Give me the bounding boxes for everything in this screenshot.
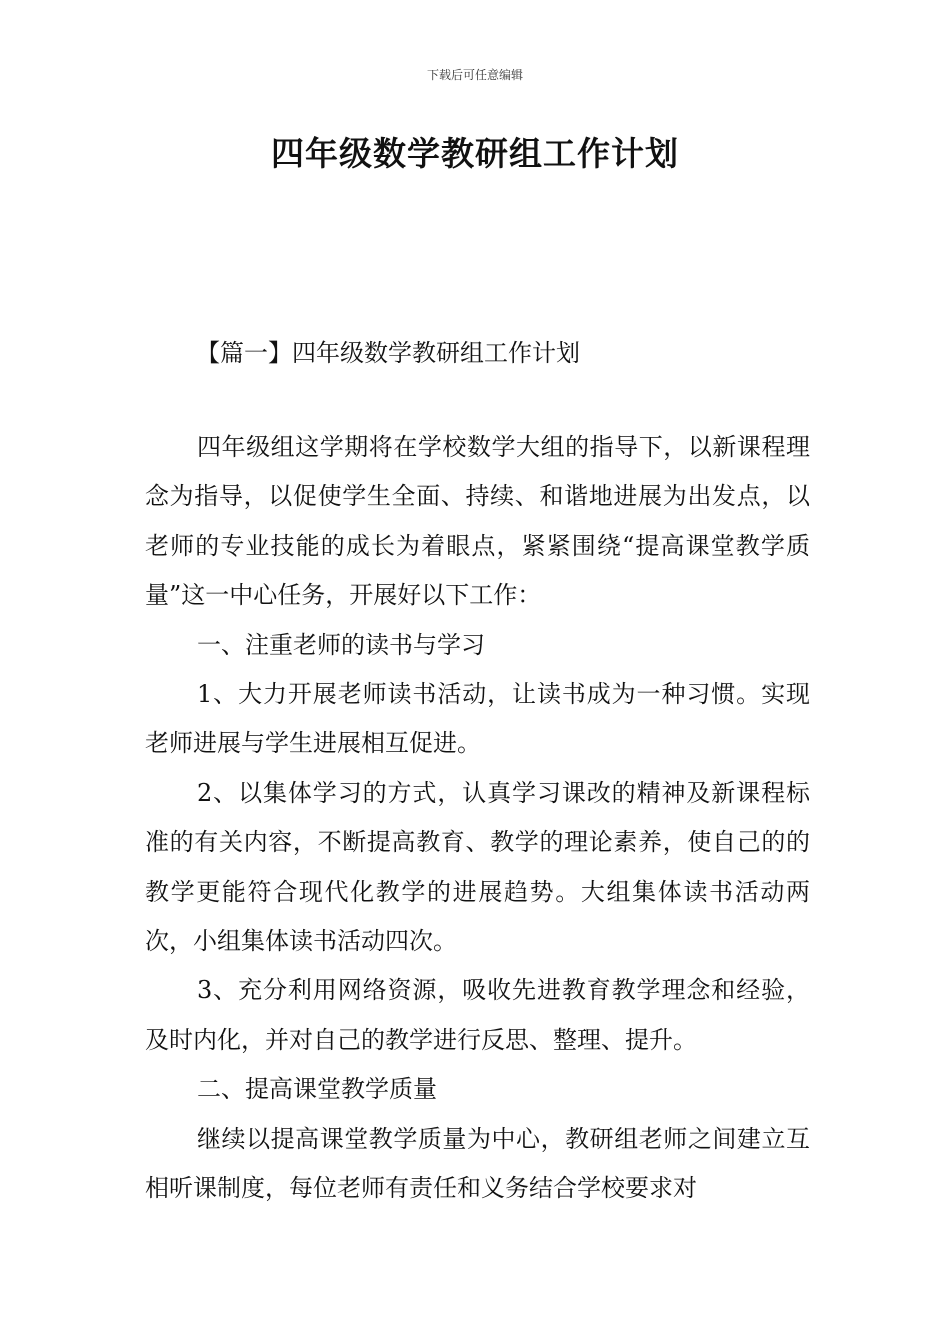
paragraph-item-1: 1、大力开展老师读书活动，让读书成为一种习惯。实现老师进展与学生进展相互促进。 (145, 680, 810, 758)
heading-reading-study: 一、注重老师的读书与学习 (197, 630, 485, 659)
heading-classroom-quality: 二、提高课堂教学质量 (197, 1075, 437, 1104)
paragraph-classroom-quality: 继续以提高课堂教学质量为中心，教研组老师之间建立互相听课制度，每位老师有责任和义务结合学校要求对 (145, 1124, 810, 1203)
paragraph-item-3: 3、充分利用网络资源，吸收先进教育教学理念和经验，及时内化，并对自己的教学进行反思、整理、提升。 (145, 976, 810, 1054)
header-note: 下载后可任意编辑 (426, 68, 523, 82)
document-title: 四年级数学教研组工作计划 (271, 134, 679, 173)
document-body (145, 423, 810, 1214)
paragraph-item-2: 2、以集体学习的方式，认真学习课改的精神及新课程标准的有关内容，不断提高教育、教学的理论素养，使自己的的教学更能符合现代化教学的进展趋势。大组集体读书活动两次，小组集体读书活动四次。 (145, 778, 810, 956)
paragraph-intro: 四年级组这学期将在学校数学大组的指导下，以新课程理念为指导，以促使学生全面、持续、和谐地进展为出发点，以老师的专业技能的成长为着眼点，紧紧围绕“提高课堂教学质量”这一中心任务，开展好以下工作： (145, 433, 810, 610)
section-heading: 【篇一】四年级数学教研组工作计划 (196, 339, 580, 367)
